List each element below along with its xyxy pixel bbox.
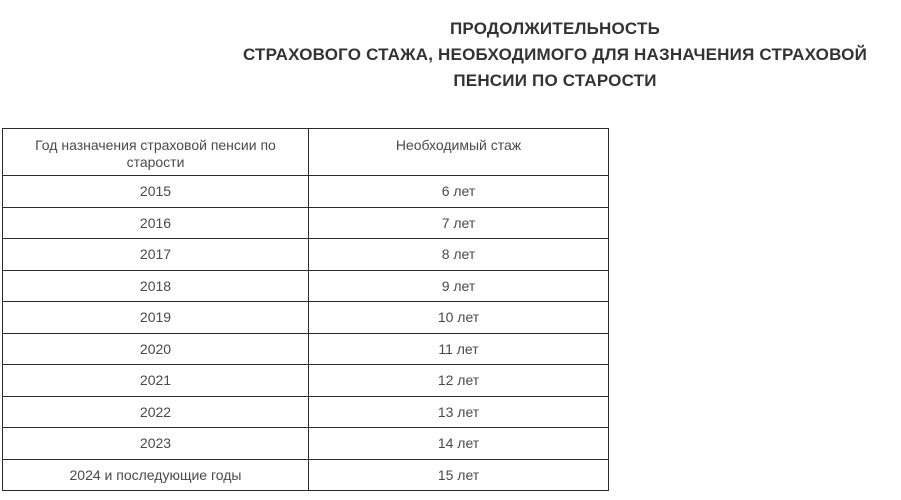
year-cell: 2020 bbox=[3, 333, 309, 365]
table-row bbox=[3, 207, 609, 239]
year-cell: 2017 bbox=[3, 239, 309, 271]
title-line-1: ПРОДОЛЖИТЕЛЬНОСТЬ bbox=[450, 19, 660, 38]
table-header-row bbox=[3, 129, 609, 176]
pension-requirements-table bbox=[2, 128, 609, 491]
required-experience-cell: 14 лет bbox=[309, 428, 609, 460]
table-row bbox=[3, 270, 609, 302]
title-line-2: СТРАХОВОГО СТАЖА, НЕОБХОДИМОГО ДЛЯ НАЗНАЧЕНИЯ СТРАХОВОЙ bbox=[243, 45, 867, 64]
table-row bbox=[3, 239, 609, 271]
required-experience-cell: 8 лет bbox=[309, 239, 609, 271]
required-experience-cell: 7 лет bbox=[309, 207, 609, 239]
year-cell: 2018 bbox=[3, 270, 309, 302]
year-column-header: Год назначения страховой пенсии по старости bbox=[3, 129, 309, 176]
table-row bbox=[3, 333, 609, 365]
required-experience-cell: 6 лет bbox=[309, 176, 609, 208]
table-row bbox=[3, 302, 609, 334]
required-experience-cell: 9 лет bbox=[309, 270, 609, 302]
year-cell: 2023 bbox=[3, 428, 309, 460]
year-cell: 2021 bbox=[3, 365, 309, 397]
title-line-3: ПЕНСИИ ПО СТАРОСТИ bbox=[453, 71, 657, 90]
required-experience-cell: 11 лет bbox=[309, 333, 609, 365]
table-row bbox=[3, 428, 609, 460]
table-row bbox=[3, 396, 609, 428]
year-cell: 2024 и последующие годы bbox=[3, 459, 309, 491]
year-cell: 2016 bbox=[3, 207, 309, 239]
table-body bbox=[3, 176, 609, 491]
required-experience-column-header: Необходимый стаж bbox=[309, 129, 609, 176]
table-row bbox=[3, 459, 609, 491]
required-experience-cell: 15 лет bbox=[309, 459, 609, 491]
year-cell: 2019 bbox=[3, 302, 309, 334]
year-cell: 2022 bbox=[3, 396, 309, 428]
table-row bbox=[3, 365, 609, 397]
document-title bbox=[205, 16, 901, 94]
table-header bbox=[3, 129, 609, 176]
year-cell: 2015 bbox=[3, 176, 309, 208]
table-row bbox=[3, 176, 609, 208]
required-experience-cell: 12 лет bbox=[309, 365, 609, 397]
required-experience-cell: 13 лет bbox=[309, 396, 609, 428]
required-experience-cell: 10 лет bbox=[309, 302, 609, 334]
